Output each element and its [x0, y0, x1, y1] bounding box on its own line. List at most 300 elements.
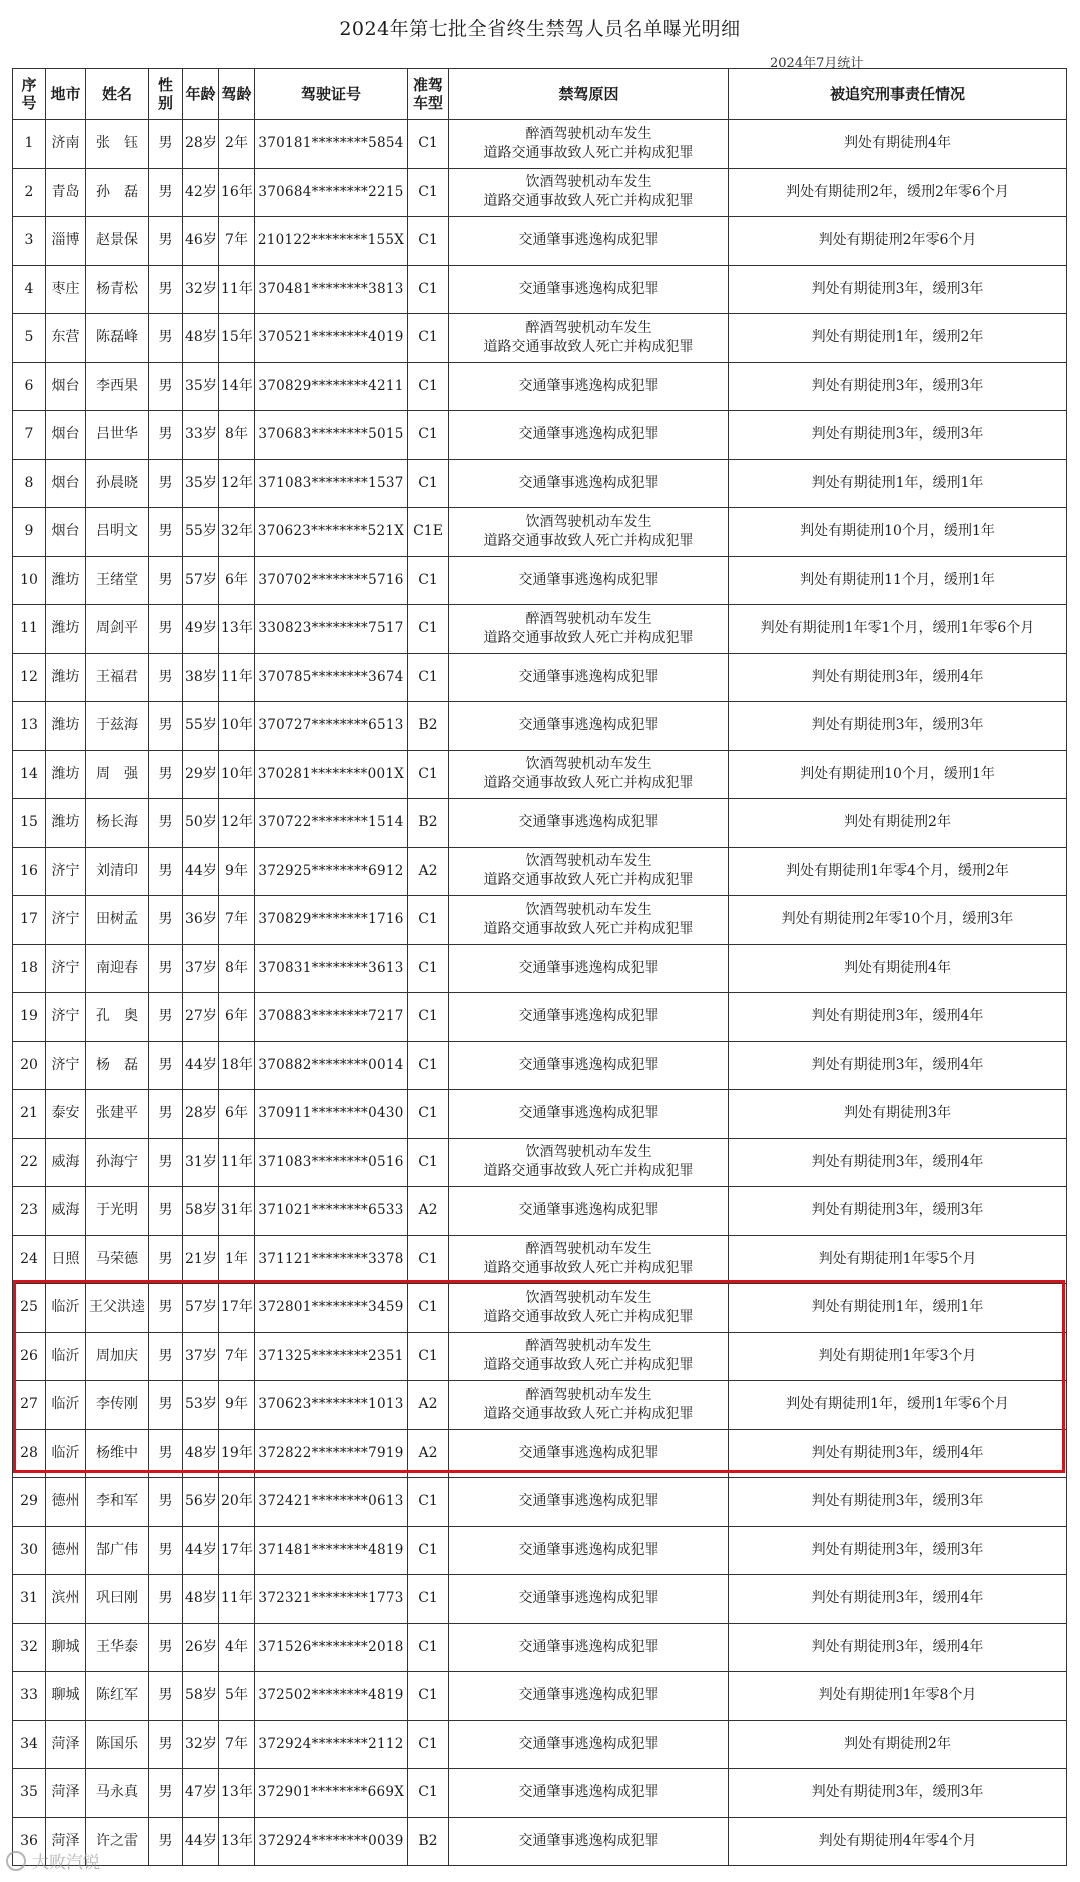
cell-index: 34 [13, 1720, 46, 1769]
cell-license-no: 371121********3378 [255, 1235, 408, 1284]
cell-city: 菏泽 [46, 1769, 86, 1818]
cell-city: 烟台 [46, 508, 86, 557]
cell-gender: 男 [149, 217, 183, 266]
cell-ban-reason: 饮酒驾驶机动车发生 道路交通事故致人死亡并构成犯罪 [449, 168, 729, 217]
cell-vehicle-class: C1 [408, 217, 449, 266]
cell-name: 陈红军 [86, 1672, 149, 1721]
cell-vehicle-class: C1 [408, 362, 449, 411]
cell-driving-years: 6年 [219, 1090, 255, 1139]
cell-vehicle-class: C1 [408, 605, 449, 654]
cell-city: 淄博 [46, 217, 86, 266]
cell-vehicle-class: A2 [408, 1429, 449, 1478]
cell-age: 44岁 [183, 847, 219, 896]
cell-license-no: 370882********0014 [255, 1041, 408, 1090]
cell-name: 张建平 [86, 1090, 149, 1139]
cell-vehicle-class: A2 [408, 1187, 449, 1236]
cell-gender: 男 [149, 944, 183, 993]
cell-age: 27岁 [183, 993, 219, 1042]
cell-name: 杨维中 [86, 1429, 149, 1478]
cell-index: 14 [13, 750, 46, 799]
cell-gender: 男 [149, 459, 183, 508]
cell-city: 聊城 [46, 1672, 86, 1721]
cell-name: 周加庆 [86, 1332, 149, 1381]
cell-index: 28 [13, 1429, 46, 1478]
cell-index: 25 [13, 1284, 46, 1333]
cell-gender: 男 [149, 1235, 183, 1284]
cell-license-no: 372502********4819 [255, 1672, 408, 1721]
cell-name: 吕世华 [86, 411, 149, 460]
cell-driving-years: 6年 [219, 993, 255, 1042]
cell-gender: 男 [149, 1769, 183, 1818]
cell-vehicle-class: C1 [408, 944, 449, 993]
cell-criminal-liability: 判处有期徒刑10个月，缓刑1年 [729, 750, 1067, 799]
table-row [13, 702, 1067, 751]
header-age: 年龄 [183, 69, 219, 120]
cell-license-no: 330823********7517 [255, 605, 408, 654]
table-row [13, 1623, 1067, 1672]
cell-ban-reason: 交通肇事逃逸构成犯罪 [449, 362, 729, 411]
cell-license-no: 371021********6533 [255, 1187, 408, 1236]
cell-age: 21岁 [183, 1235, 219, 1284]
cell-ban-reason: 醉酒驾驶机动车发生 道路交通事故致人死亡并构成犯罪 [449, 1381, 729, 1430]
cell-city: 枣庄 [46, 265, 86, 314]
cell-city: 潍坊 [46, 702, 86, 751]
cell-ban-reason: 交通肇事逃逸构成犯罪 [449, 1575, 729, 1624]
cell-city: 济宁 [46, 944, 86, 993]
cell-index: 17 [13, 896, 46, 945]
cell-age: 38岁 [183, 653, 219, 702]
cell-ban-reason: 饮酒驾驶机动车发生 道路交通事故致人死亡并构成犯罪 [449, 508, 729, 557]
cell-gender: 男 [149, 362, 183, 411]
cell-criminal-liability: 判处有期徒刑2年，缓刑2年零6个月 [729, 168, 1067, 217]
cell-criminal-liability: 判处有期徒刑4年 [729, 120, 1067, 169]
cell-city: 烟台 [46, 362, 86, 411]
cell-name: 王父洪逵 [86, 1284, 149, 1333]
cell-criminal-liability: 判处有期徒刑3年，缓刑3年 [729, 1526, 1067, 1575]
cell-age: 35岁 [183, 459, 219, 508]
table-row [13, 1817, 1067, 1866]
cell-index: 6 [13, 362, 46, 411]
cell-criminal-liability: 判处有期徒刑3年，缓刑4年 [729, 1138, 1067, 1187]
header-vehicle-class: 准驾车型 [408, 69, 449, 120]
table-row [13, 847, 1067, 896]
cell-driving-years: 9年 [219, 1381, 255, 1430]
cell-ban-reason: 交通肇事逃逸构成犯罪 [449, 265, 729, 314]
cell-license-no: 370623********1013 [255, 1381, 408, 1430]
cell-vehicle-class: C1 [408, 1478, 449, 1527]
cell-gender: 男 [149, 265, 183, 314]
cell-driving-years: 7年 [219, 896, 255, 945]
cell-criminal-liability: 判处有期徒刑1年零1个月，缓刑1年零6个月 [729, 605, 1067, 654]
cell-license-no: 210122********155X [255, 217, 408, 266]
cell-index: 35 [13, 1769, 46, 1818]
cell-gender: 男 [149, 508, 183, 557]
cell-gender: 男 [149, 750, 183, 799]
cell-gender: 男 [149, 1526, 183, 1575]
cell-age: 50岁 [183, 799, 219, 848]
table-row [13, 556, 1067, 605]
cell-license-no: 370722********1514 [255, 799, 408, 848]
cell-vehicle-class: C1 [408, 1332, 449, 1381]
cell-license-no: 370883********7217 [255, 993, 408, 1042]
cell-city: 济宁 [46, 1041, 86, 1090]
cell-gender: 男 [149, 1090, 183, 1139]
cell-name: 陈国乐 [86, 1720, 149, 1769]
cell-driving-years: 11年 [219, 1575, 255, 1624]
cell-criminal-liability: 判处有期徒刑3年，缓刑4年 [729, 993, 1067, 1042]
cell-license-no: 370785********3674 [255, 653, 408, 702]
cell-age: 56岁 [183, 1478, 219, 1527]
cell-index: 11 [13, 605, 46, 654]
cell-license-no: 370623********521X [255, 508, 408, 557]
cell-index: 7 [13, 411, 46, 460]
cell-index: 22 [13, 1138, 46, 1187]
cell-criminal-liability: 判处有期徒刑2年 [729, 1720, 1067, 1769]
cell-ban-reason: 饮酒驾驶机动车发生 道路交通事故致人死亡并构成犯罪 [449, 1138, 729, 1187]
cell-index: 13 [13, 702, 46, 751]
cell-driving-years: 11年 [219, 265, 255, 314]
cell-age: 57岁 [183, 1284, 219, 1333]
cell-age: 58岁 [183, 1187, 219, 1236]
cell-city: 潍坊 [46, 605, 86, 654]
cell-index: 23 [13, 1187, 46, 1236]
table-row [13, 1575, 1067, 1624]
cell-criminal-liability: 判处有期徒刑3年，缓刑3年 [729, 411, 1067, 460]
cell-index: 15 [13, 799, 46, 848]
cell-ban-reason: 交通肇事逃逸构成犯罪 [449, 411, 729, 460]
banned-drivers-table [12, 68, 1067, 1866]
cell-gender: 男 [149, 847, 183, 896]
cell-vehicle-class: A2 [408, 847, 449, 896]
cell-index: 4 [13, 265, 46, 314]
cell-driving-years: 32年 [219, 508, 255, 557]
table-row [13, 653, 1067, 702]
cell-criminal-liability: 判处有期徒刑3年，缓刑4年 [729, 653, 1067, 702]
cell-index: 10 [13, 556, 46, 605]
cell-criminal-liability: 判处有期徒刑3年，缓刑3年 [729, 702, 1067, 751]
cell-index: 31 [13, 1575, 46, 1624]
cell-name: 孙海宁 [86, 1138, 149, 1187]
header-ban-reason: 禁驾原因 [449, 69, 729, 120]
cell-city: 济宁 [46, 896, 86, 945]
cell-city: 潍坊 [46, 556, 86, 605]
cell-age: 53岁 [183, 1381, 219, 1430]
cell-ban-reason: 交通肇事逃逸构成犯罪 [449, 217, 729, 266]
cell-gender: 男 [149, 1138, 183, 1187]
cell-license-no: 372901********669X [255, 1769, 408, 1818]
cell-age: 29岁 [183, 750, 219, 799]
cell-name: 孙 磊 [86, 168, 149, 217]
cell-name: 王华泰 [86, 1623, 149, 1672]
cell-vehicle-class: C1 [408, 411, 449, 460]
cell-ban-reason: 交通肇事逃逸构成犯罪 [449, 1623, 729, 1672]
cell-ban-reason: 交通肇事逃逸构成犯罪 [449, 1429, 729, 1478]
cell-vehicle-class: C1 [408, 1138, 449, 1187]
cell-vehicle-class: C1 [408, 1623, 449, 1672]
cell-driving-years: 11年 [219, 653, 255, 702]
cell-city: 济宁 [46, 993, 86, 1042]
cell-index: 30 [13, 1526, 46, 1575]
cell-gender: 男 [149, 1284, 183, 1333]
cell-driving-years: 7年 [219, 1332, 255, 1381]
cell-criminal-liability: 判处有期徒刑3年，缓刑3年 [729, 1187, 1067, 1236]
table-header-row [13, 69, 1067, 120]
cell-ban-reason: 交通肇事逃逸构成犯罪 [449, 1478, 729, 1527]
cell-gender: 男 [149, 1817, 183, 1866]
cell-criminal-liability: 判处有期徒刑3年 [729, 1090, 1067, 1139]
cell-name: 陈磊峰 [86, 314, 149, 363]
header-license-no: 驾驶证号 [255, 69, 408, 120]
cell-gender: 男 [149, 1623, 183, 1672]
cell-driving-years: 13年 [219, 1769, 255, 1818]
cell-city: 菏泽 [46, 1720, 86, 1769]
cell-age: 44岁 [183, 1041, 219, 1090]
cell-ban-reason: 交通肇事逃逸构成犯罪 [449, 1769, 729, 1818]
cell-license-no: 370829********4211 [255, 362, 408, 411]
cell-criminal-liability: 判处有期徒刑4年零4个月 [729, 1817, 1067, 1866]
cell-age: 48岁 [183, 314, 219, 363]
table-row [13, 1720, 1067, 1769]
cell-vehicle-class: C1 [408, 1041, 449, 1090]
cell-age: 44岁 [183, 1817, 219, 1866]
header-gender: 性别 [149, 69, 183, 120]
cell-vehicle-class: C1 [408, 459, 449, 508]
table-row [13, 1041, 1067, 1090]
cell-vehicle-class: C1 [408, 1672, 449, 1721]
table-row [13, 1672, 1067, 1721]
cell-vehicle-class: C1 [408, 168, 449, 217]
cell-name: 周剑平 [86, 605, 149, 654]
cell-age: 57岁 [183, 556, 219, 605]
cell-name: 许之雷 [86, 1817, 149, 1866]
cell-index: 21 [13, 1090, 46, 1139]
cell-ban-reason: 交通肇事逃逸构成犯罪 [449, 1672, 729, 1721]
header-criminal-liability: 被追究刑事责任情况 [729, 69, 1067, 120]
cell-name: 周 强 [86, 750, 149, 799]
cell-index: 32 [13, 1623, 46, 1672]
cell-index: 16 [13, 847, 46, 896]
cell-name: 李西果 [86, 362, 149, 411]
header-city: 地市 [46, 69, 86, 120]
cell-age: 55岁 [183, 702, 219, 751]
cell-age: 55岁 [183, 508, 219, 557]
cell-criminal-liability: 判处有期徒刑3年，缓刑3年 [729, 362, 1067, 411]
cell-criminal-liability: 判处有期徒刑3年，缓刑3年 [729, 1478, 1067, 1527]
cell-vehicle-class: C1 [408, 1769, 449, 1818]
cell-criminal-liability: 判处有期徒刑3年，缓刑4年 [729, 1429, 1067, 1478]
cell-gender: 男 [149, 1478, 183, 1527]
cell-vehicle-class: C1 [408, 1575, 449, 1624]
cell-driving-years: 9年 [219, 847, 255, 896]
table-row [13, 411, 1067, 460]
cell-index: 18 [13, 944, 46, 993]
cell-license-no: 370727********6513 [255, 702, 408, 751]
cell-criminal-liability: 判处有期徒刑3年，缓刑3年 [729, 265, 1067, 314]
cell-ban-reason: 交通肇事逃逸构成犯罪 [449, 1720, 729, 1769]
cell-gender: 男 [149, 1332, 183, 1381]
cell-gender: 男 [149, 799, 183, 848]
cell-city: 烟台 [46, 411, 86, 460]
cell-age: 46岁 [183, 217, 219, 266]
cell-license-no: 370831********3613 [255, 944, 408, 993]
cell-ban-reason: 交通肇事逃逸构成犯罪 [449, 799, 729, 848]
cell-gender: 男 [149, 896, 183, 945]
cell-ban-reason: 交通肇事逃逸构成犯罪 [449, 556, 729, 605]
watermark-logo-icon [6, 1851, 26, 1871]
cell-city: 德州 [46, 1526, 86, 1575]
cell-driving-years: 8年 [219, 944, 255, 993]
cell-index: 3 [13, 217, 46, 266]
table-row [13, 1332, 1067, 1381]
cell-gender: 男 [149, 993, 183, 1042]
cell-ban-reason: 醉酒驾驶机动车发生 道路交通事故致人死亡并构成犯罪 [449, 120, 729, 169]
table-row [13, 1090, 1067, 1139]
cell-driving-years: 16年 [219, 168, 255, 217]
cell-city: 日照 [46, 1235, 86, 1284]
cell-city: 济宁 [46, 847, 86, 896]
cell-driving-years: 31年 [219, 1187, 255, 1236]
cell-criminal-liability: 判处有期徒刑4年 [729, 944, 1067, 993]
table-row [13, 1138, 1067, 1187]
cell-license-no: 370684********2215 [255, 168, 408, 217]
cell-criminal-liability: 判处有期徒刑1年，缓刑2年 [729, 314, 1067, 363]
cell-name: 孙晨晓 [86, 459, 149, 508]
cell-criminal-liability: 判处有期徒刑2年零6个月 [729, 217, 1067, 266]
cell-license-no: 372925********6912 [255, 847, 408, 896]
cell-license-no: 370829********1716 [255, 896, 408, 945]
cell-driving-years: 7年 [219, 1720, 255, 1769]
cell-name: 李和军 [86, 1478, 149, 1527]
cell-name: 马荣德 [86, 1235, 149, 1284]
cell-license-no: 370281********001X [255, 750, 408, 799]
cell-city: 潍坊 [46, 653, 86, 702]
cell-city: 潍坊 [46, 799, 86, 848]
cell-driving-years: 7年 [219, 217, 255, 266]
cell-age: 32岁 [183, 265, 219, 314]
cell-ban-reason: 交通肇事逃逸构成犯罪 [449, 1090, 729, 1139]
table-row [13, 217, 1067, 266]
cell-age: 28岁 [183, 1090, 219, 1139]
cell-criminal-liability: 判处有期徒刑3年，缓刑3年 [729, 1769, 1067, 1818]
cell-index: 12 [13, 653, 46, 702]
cell-city: 临沂 [46, 1332, 86, 1381]
cell-ban-reason: 交通肇事逃逸构成犯罪 [449, 1041, 729, 1090]
cell-license-no: 371526********2018 [255, 1623, 408, 1672]
cell-age: 49岁 [183, 605, 219, 654]
table-row [13, 120, 1067, 169]
cell-gender: 男 [149, 605, 183, 654]
cell-ban-reason: 醉酒驾驶机动车发生 道路交通事故致人死亡并构成犯罪 [449, 1235, 729, 1284]
cell-age: 58岁 [183, 1672, 219, 1721]
header-name: 姓名 [86, 69, 149, 120]
cell-criminal-liability: 判处有期徒刑3年，缓刑4年 [729, 1623, 1067, 1672]
cell-index: 20 [13, 1041, 46, 1090]
cell-driving-years: 10年 [219, 702, 255, 751]
cell-criminal-liability: 判处有期徒刑1年零3个月 [729, 1332, 1067, 1381]
cell-name: 于光明 [86, 1187, 149, 1236]
cell-vehicle-class: C1 [408, 120, 449, 169]
cell-city: 临沂 [46, 1284, 86, 1333]
cell-gender: 男 [149, 1575, 183, 1624]
cell-gender: 男 [149, 1720, 183, 1769]
cell-city: 威海 [46, 1138, 86, 1187]
cell-driving-years: 19年 [219, 1429, 255, 1478]
cell-age: 31岁 [183, 1138, 219, 1187]
cell-city: 临沂 [46, 1381, 86, 1430]
cell-driving-years: 8年 [219, 411, 255, 460]
table-row [13, 1381, 1067, 1430]
cell-vehicle-class: C1 [408, 1720, 449, 1769]
cell-license-no: 370702********5716 [255, 556, 408, 605]
cell-ban-reason: 交通肇事逃逸构成犯罪 [449, 702, 729, 751]
cell-age: 37岁 [183, 944, 219, 993]
cell-ban-reason: 交通肇事逃逸构成犯罪 [449, 944, 729, 993]
cell-criminal-liability: 判处有期徒刑1年，缓刑1年零6个月 [729, 1381, 1067, 1430]
cell-ban-reason: 交通肇事逃逸构成犯罪 [449, 1187, 729, 1236]
cell-license-no: 371325********2351 [255, 1332, 408, 1381]
cell-driving-years: 14年 [219, 362, 255, 411]
document-title: 2024年第七批全省终生禁驾人员名单曝光明细 [339, 18, 741, 40]
cell-age: 35岁 [183, 362, 219, 411]
cell-license-no: 370181********5854 [255, 120, 408, 169]
cell-license-no: 371083********1537 [255, 459, 408, 508]
watermark [6, 1848, 100, 1873]
cell-name: 杨长海 [86, 799, 149, 848]
cell-index: 5 [13, 314, 46, 363]
cell-vehicle-class: C1 [408, 993, 449, 1042]
cell-gender: 男 [149, 411, 183, 460]
cell-name: 张 钰 [86, 120, 149, 169]
cell-city: 烟台 [46, 459, 86, 508]
cell-index: 8 [13, 459, 46, 508]
cell-ban-reason: 饮酒驾驶机动车发生 道路交通事故致人死亡并构成犯罪 [449, 750, 729, 799]
cell-name: 巩曰刚 [86, 1575, 149, 1624]
cell-criminal-liability: 判处有期徒刑1年，缓刑1年 [729, 459, 1067, 508]
table-row [13, 265, 1067, 314]
cell-vehicle-class: A2 [408, 1381, 449, 1430]
cell-gender: 男 [149, 1187, 183, 1236]
table-row [13, 993, 1067, 1042]
cell-gender: 男 [149, 314, 183, 363]
cell-gender: 男 [149, 702, 183, 751]
cell-license-no: 371083********0516 [255, 1138, 408, 1187]
cell-name: 南迎春 [86, 944, 149, 993]
table-row [13, 508, 1067, 557]
cell-criminal-liability: 判处有期徒刑3年，缓刑4年 [729, 1575, 1067, 1624]
cell-name: 孔 奥 [86, 993, 149, 1042]
cell-index: 19 [13, 993, 46, 1042]
cell-name: 郜广伟 [86, 1526, 149, 1575]
cell-driving-years: 12年 [219, 459, 255, 508]
cell-name: 王福君 [86, 653, 149, 702]
cell-index: 26 [13, 1332, 46, 1381]
cell-vehicle-class: C1 [408, 1526, 449, 1575]
cell-ban-reason: 醉酒驾驶机动车发生 道路交通事故致人死亡并构成犯罪 [449, 605, 729, 654]
table-row [13, 1478, 1067, 1527]
cell-ban-reason: 饮酒驾驶机动车发生 道路交通事故致人死亡并构成犯罪 [449, 1284, 729, 1333]
cell-driving-years: 1年 [219, 1235, 255, 1284]
table-row [13, 459, 1067, 508]
cell-driving-years: 20年 [219, 1478, 255, 1527]
cell-index: 9 [13, 508, 46, 557]
cell-vehicle-class: C1E [408, 508, 449, 557]
cell-vehicle-class: C1 [408, 1235, 449, 1284]
cell-city: 泰安 [46, 1090, 86, 1139]
cell-driving-years: 5年 [219, 1672, 255, 1721]
cell-driving-years: 17年 [219, 1284, 255, 1333]
cell-gender: 男 [149, 653, 183, 702]
cell-index: 2 [13, 168, 46, 217]
